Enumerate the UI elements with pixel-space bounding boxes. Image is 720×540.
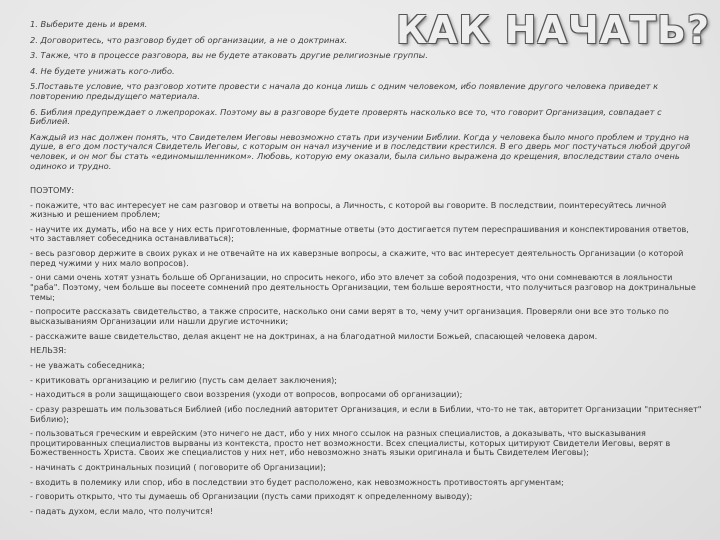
intro-paragraph: Каждый из нас должен понять, что Свидетелем Иеговы невозможно стать при изучении Библии. Когда у человека было много проблем и трудно на душе, в его дом постучался Свидетель Иеговы, с которым он начал изучение и в последствии крестился. В его дверь мог постучаться любой другой человек, и он мог бы стать «единомышленником». Любовь, которую ему оказали, была сильно выражена до крещения, впоследствии стало очень одиноко и трудно. [30,131,691,171]
step-item: 6. Библия предупреждает о лжепророках. Поэтому вы в разговоре будете проверять насколько все то, что говорит Организация, совпадает с Библией. [30,106,662,127]
therefore-item: - покажите, что вас интересует не сам разговор и ответы на вопросы, а Личность, с которой вы говорите. В последствии, поинтересуйтесь личной жизнью и решением проблем; [30,199,667,220]
advice-section [30,186,702,522]
therefore-item: - научите их думать, ибо на все у них есть приготовленные, форматные ответы (это достигается путем переспрашивания и конспектирования ответов, что заставляет собеседника останавливаться); [30,223,689,244]
therefore-heading: ПОЭТОМУ: [30,185,75,195]
therefore-item: - попросите рассказать свидетельство, а также спросите, насколько они сами верят в то, чему учит организация. Проверяли они все это только по высказываниям Организации или нашли другие источники; [30,306,669,326]
therefore-item: - они сами очень хотят узнать больше об Организации, но спросить некого, ибо это влечет за собой подозрения, что они сомневаются в лояльности "раба". Поэтому, чем больше вы посеете сомнений про деятельность Организации, тем больше вероятности, что получиться разговор на доктринальные темы; [30,272,696,302]
forbidden-item: - не уважать собеседника; [30,359,145,370]
step-item: 2. Договоритесь, что разговор будет об организации, а не о доктринах. [30,34,348,45]
forbidden-item: - падать духом, если мало, что получится! [30,506,214,517]
page-title: КАК НАЧАТЬ? [395,8,710,52]
step-item: 5.Поставьте условие, что разговор хотите провести с начала до конца лишь с одним человеком, ибо появление другого человека приведет к повторению предыдущего материала. [30,81,659,101]
step-item: 1. Выберите день и время. [30,19,148,29]
forbidden-item: - говорить открыто, что ты думаешь об Организации (пусть сами приходят к определенному выводу); [30,491,473,502]
forbidden-heading: НЕЛЬЗЯ: [30,345,67,356]
step-item: 3. Также, что в процессе разговора, вы не будете атаковать другие религиозные группы. [30,50,428,61]
forbidden-item: - начинать с доктринальных позиций ( поговорите об Организации); [30,462,326,473]
forbidden-item: - пользоваться греческим и еврейским (это ничего не даст, ибо у них много ссылок на разных специалистов, а доказывать, что высказывания процитированных специалистов вырваны из контекста, просто нет возможности. Всех специалисты, которых цитируют Свидетели Иеговы, верят в Божественность Христа. Своих же специалистов у них нет, ибо невозможно знать языки оригинала и быть Свидетелем Иеговы); [30,428,671,458]
forbidden-item: - входить в полемику или спор, ибо в последствии это будет расположено, как невозможность противостоять аргументам; [30,476,564,487]
therefore-item: - весь разговор держите в своих руках и не отвечайте на их каверзные вопросы, а скажите, что вас интересует деятельность Организации (о которой перед чужими у них мало вопросов). [30,248,684,268]
steps-list [30,20,702,177]
step-item: 4. Не будете унижать кого-либо. [30,65,175,76]
forbidden-item: - находиться в роли защищающего свои воззрения (уходи от вопросов, вопросами об организации); [30,389,463,400]
forbidden-item: - сразу разрешать им пользоваться Библией (ибо последний авторитет Организация, и если в Библии, что-то не так, авторитет Организации "притесняет" Библию); [30,403,702,424]
forbidden-item: - критиковать организацию и религию (пусть сам делает заключения); [30,374,337,385]
therefore-item: - расскажите ваше свидетельство, делая акцент не на доктринах, а на благодатной милости Божьей, спасающей человека даром. [30,330,598,341]
